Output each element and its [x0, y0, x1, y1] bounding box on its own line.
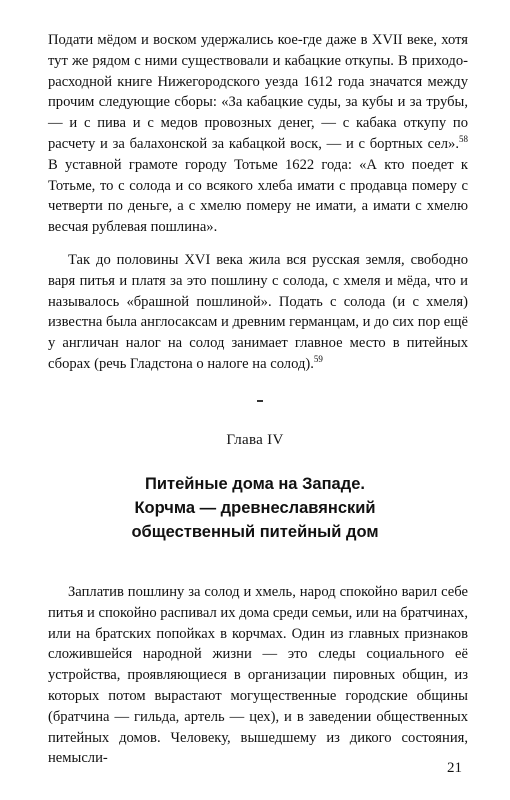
paragraph-text: Так до половины XVI века жила вся русская земля, свободно варя питья и платя за это пошлину с солода, с хмеля и мёда, что и называлось «брашной пошлиной». Подать с солода (и с хмеля) известна была англосаксам и древним германцам, и до сих пор ещё у англичан налог на солод занимает главное место в питейных сборах (речь Гладстона о налоге на солод). — [48, 252, 468, 372]
paragraph-text: Заплатив пошлину за солод и хмель, народ спокойно варил себе питья и спокойно распивал их дома среди семьи, или на братчинах, или на братских попойках в корчмах. Один из главных признаков сложившейся народной жизни — это следы социального её устройства, проявляющиеся в организации пировных общин, из которых потом вырастают могущественные городские общины (братчина — гильда, артель — цех), и в заведении общественных питейных домов. Человеку, вышедшему из дикого состояния, немысли- — [48, 584, 468, 767]
chapter-title-line: Корчма — древнеславянский — [134, 499, 376, 517]
chapter-title — [60, 472, 450, 544]
page-number: 21 — [447, 760, 462, 776]
chapter-title-line: Питейные дома на Западе. — [145, 475, 365, 493]
footnote-marker: 59 — [313, 354, 323, 365]
chapter-title-line: общественный питейный дом — [131, 523, 379, 541]
paragraph-text-continued: В уставной грамоте городу Тотьме 1622 года: «А кто поедет к Тотьме, то с солода и со всякого хлеба имати с продавца померу с четверти по деньге, а с хмелю померу не имати, а имати с хмелю весчая рублевая пошлина». — [48, 156, 468, 236]
section-divider — [257, 400, 263, 402]
chapter-label: Глава IV — [226, 432, 284, 448]
paragraph-korchma — [48, 582, 468, 769]
footnote-marker: 58 — [459, 134, 468, 145]
paragraph-text: Подати мёдом и воском удержались кое-где даже в XVII веке, хотя тут же рядом с ними существовали и кабацкие откупы. В приходо-расходной книге Нижегородского уезда 1612 года значатся между прочим следующие сборы: «За кабацкие суды, за кубы и за трубы, — и с пива и с медов провозных денег, — с кабака откупу по расчету и за балахонской за кабацкой воск, — и с бортных сел». — [48, 32, 468, 152]
paragraph-brashnaya-poshlina — [48, 250, 468, 375]
paragraph-customs-duties — [48, 30, 468, 238]
